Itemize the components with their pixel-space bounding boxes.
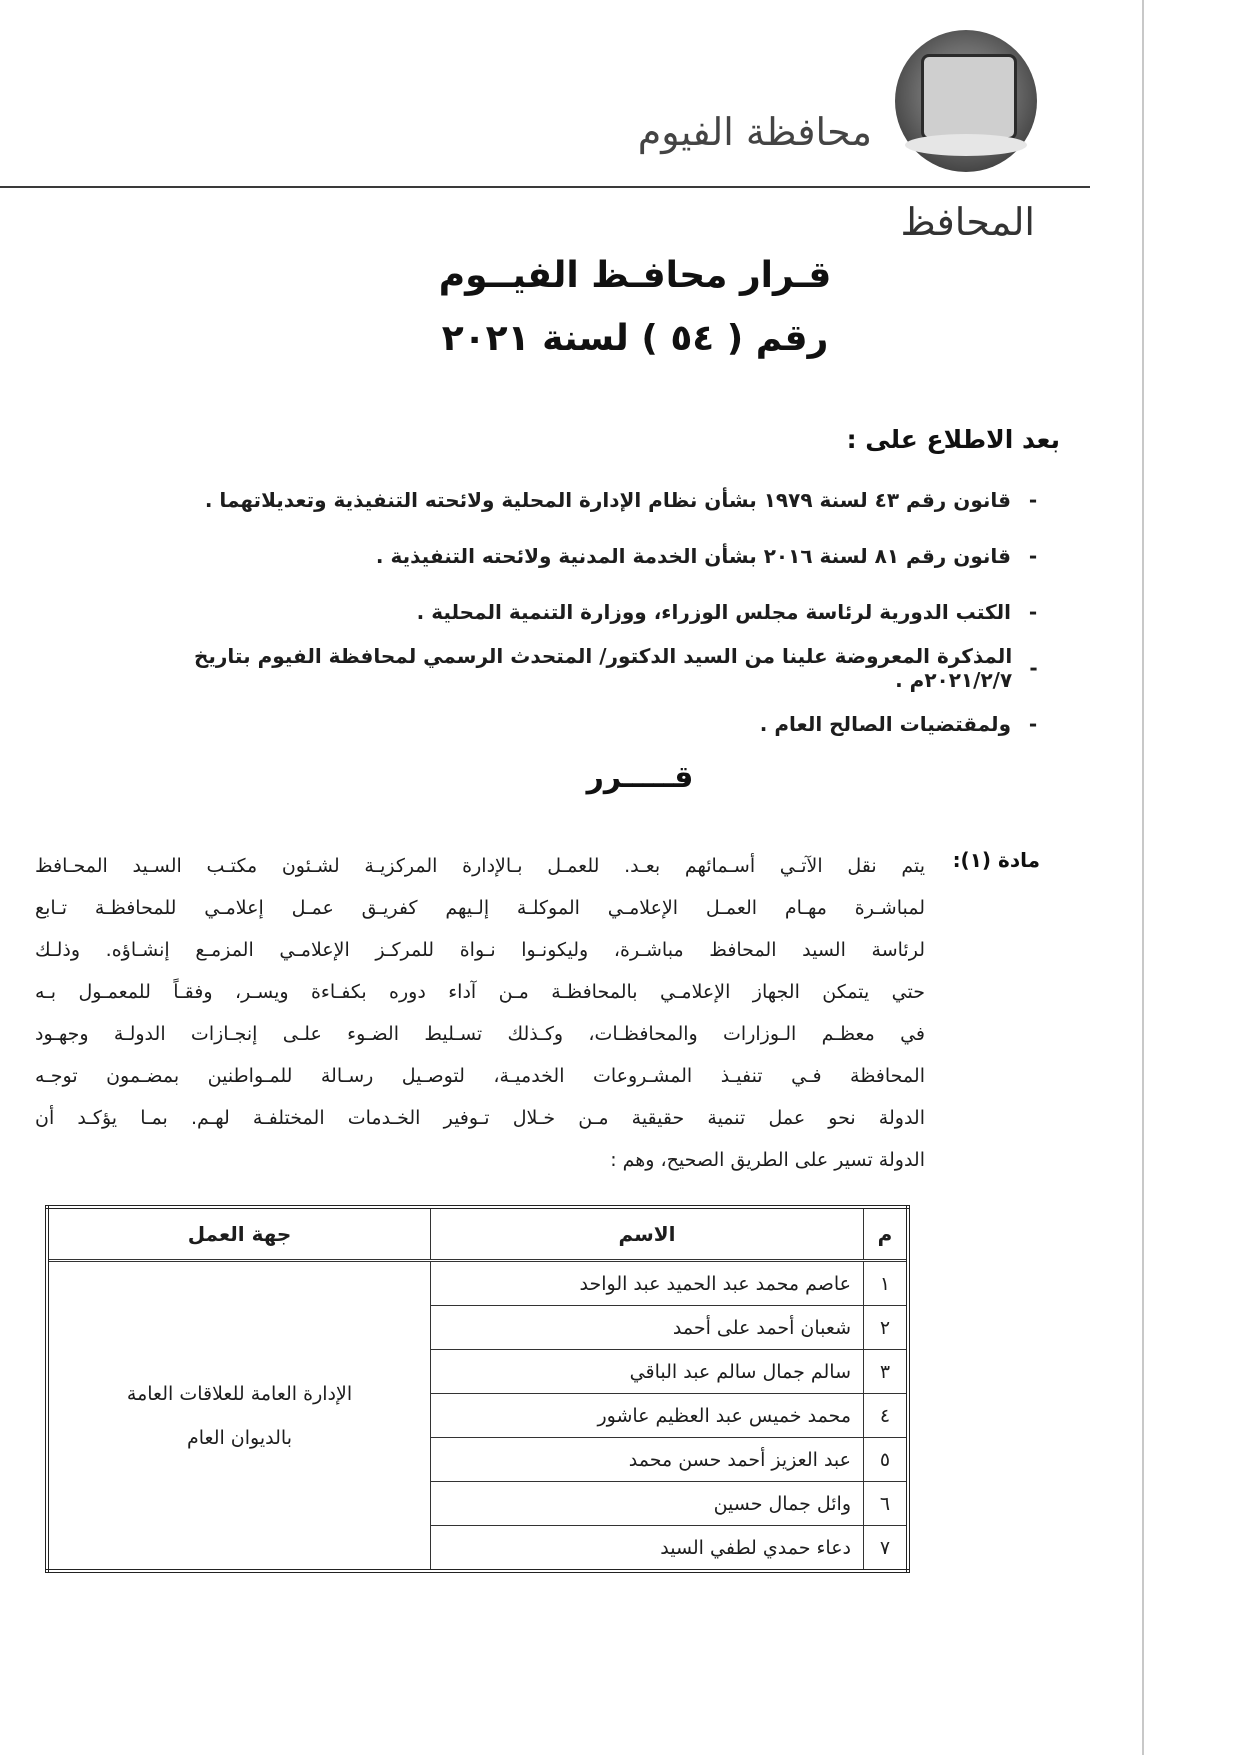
row-number: ٤ [864,1394,909,1438]
preamble-item [95,584,1055,640]
article-line: في معظـم الـوزارات والمحافظـات، وكـذلك تسـليط الضـوء علـى إنجـازات الدولـة وجهـود [35,1023,925,1045]
bullet-dash: - [1028,712,1038,736]
governorate-logo [895,30,1037,172]
preamble-list [95,472,1055,752]
decision-heading: قـــــرر [586,760,694,795]
header-num: م [864,1207,909,1261]
dept-line-1: الإدارة العامة للعلاقات العامة [126,1382,353,1405]
preamble-text: ولمقتضيات الصالح العام . [759,712,1011,736]
article-line: حتي يتمكن الجهاز الإعلامـي بالمحافظـة مـن آداء دوره بكفـاءة ويسـر، وفقـاً للمعمـول بـه [35,981,925,1003]
bullet-dash: - [1029,656,1038,680]
row-number: ١ [864,1261,909,1306]
employee-name: سالم جمال سالم عبد الباقي [431,1350,864,1394]
table-row [47,1261,908,1306]
preamble-item [95,640,1055,696]
bullet-dash: - [1028,488,1038,512]
office-label: المحافظ [900,200,1035,244]
header-name: الاسم [431,1207,864,1261]
article-line: لمباشـرة مهـام العمـل الإعلامـي الموكلـة إلـيهم كفريـق عمـل إعلامـي للمحافظـة تـابع [35,897,925,919]
governorate-name: محافظة الفيوم [637,110,872,154]
row-number: ٣ [864,1350,909,1394]
preamble-item [95,472,1055,528]
article-line: المحافظة فـي تنفيـذ المشـروعات الخدميـة، لتوصـيل رسـالة للمـواطنين بمضـمون توجـه [35,1065,925,1087]
employee-name: محمد خميس عبد العظيم عاشور [431,1394,864,1438]
preamble-item [95,528,1055,584]
employee-name: دعاء حمدي لطفي السيد [431,1526,864,1572]
employee-name: شعبان أحمد على أحمد [431,1306,864,1350]
header-divider [0,186,1090,188]
article-1-label: مادة (١): [952,848,1040,872]
dept-line-2: بالديوان العام [186,1426,292,1449]
table-header-row [47,1207,908,1261]
bullet-dash: - [1028,600,1038,624]
preamble-text: قانون رقم ٨١ لسنة ٢٠١٦ بشأن الخدمة المدنية ولائحته التنفيذية . [375,544,1011,568]
staff-table [45,1205,910,1573]
row-number: ٧ [864,1526,909,1572]
preamble-item [95,696,1055,752]
employee-name: عاصم محمد عبد الحميد عبد الواحد [431,1261,864,1306]
bullet-dash: - [1028,544,1038,568]
article-line: الدولة نحو عمل تنمية حقيقية مـن خـلال تـوفير الخـدمات المختلفـة لهـم. بمـا يؤكـد أن [35,1107,925,1129]
preamble-heading: بعد الاطلاع على : [846,425,1060,454]
article-line: لرئاسة السيد المحافظ مباشـرة، وليكونـوا نـواة للمركـز الإعلامـي المزمـع إنشـاؤه. وذلـك [35,939,925,961]
article-line: الدولة تسير على الطريق الصحيح، وهم : [610,1149,925,1171]
preamble-text: قانون رقم ٤٣ لسنة ١٩٧٩ بشأن نظام الإدارة المحلية ولائحته التنفيذية وتعديلاتهما . [204,488,1011,512]
decree-number: رقم ( ٥٤ ) لسنة ٢٠٢١ [441,318,829,359]
article-1-body [35,845,925,1181]
row-number: ٥ [864,1438,909,1482]
employee-name: وائل جمال حسين [431,1482,864,1526]
preamble-text: الكتب الدورية لرئاسة مجلس الوزراء، ووزارة التنمية المحلية . [416,600,1011,624]
logo-emblem [921,54,1017,140]
row-number: ٢ [864,1306,909,1350]
header-dept: جهة العمل [47,1207,431,1261]
employee-name: عبد العزيز أحمد حسن محمد [431,1438,864,1482]
row-number: ٦ [864,1482,909,1526]
work-department [47,1261,431,1572]
preamble-text: المذكرة المعروضة علينا من السيد الدكتور/ المتحدث الرسمي لمحافظة الفيوم بتاريخ ٢٠٢١/٢/٧م . [193,644,1013,692]
logo-wave-decoration [905,134,1027,156]
decree-title: قـرار محافـظ الفيــوم [438,255,832,296]
article-line: يتم نقل الآتـي أسـمائهم بعـد. للعمـل بـالإدارة المركزيـة لشـئون مكتـب السـيد المحـافظ [35,855,925,877]
